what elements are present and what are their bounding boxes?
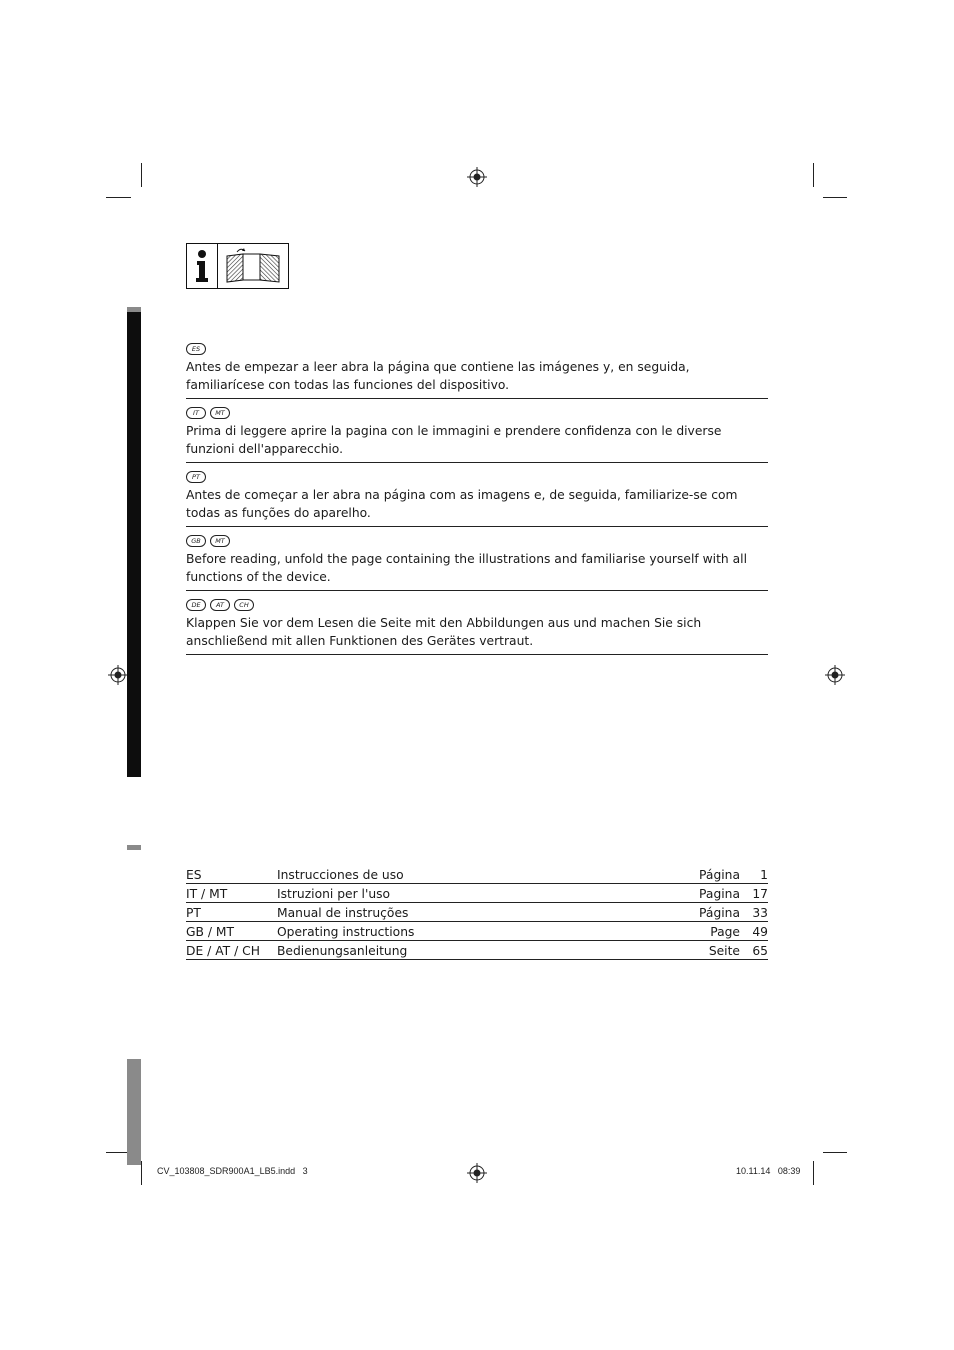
language-block-it-mt	[186, 407, 768, 463]
crop-mark	[823, 1152, 847, 1153]
toc-language-code: GB / MT	[186, 925, 235, 939]
toc-page-number: 49	[752, 925, 768, 939]
instruction-text: Klappen Sie vor dem Lesen die Seite mit den Abbildungen aus und machen Sie sich anschließend mit allen Funktionen des Gerätes vertraut.	[186, 616, 702, 648]
info-fold-out-icon-box	[186, 243, 289, 289]
language-badge: IT	[186, 407, 206, 419]
table-row	[186, 941, 768, 960]
language-block-pt	[186, 471, 768, 527]
table-row	[186, 903, 768, 922]
toc-page-number: 65	[752, 944, 768, 958]
toc-title: Instrucciones de uso	[277, 868, 404, 882]
info-icon	[187, 244, 218, 288]
registration-mark-icon	[467, 167, 487, 187]
footer-datetime: 10.11.14 08:39	[736, 1166, 801, 1176]
language-badges	[186, 535, 768, 548]
side-bar-gray	[127, 1059, 141, 1165]
instruction-text: Prima di leggere aprire la pagina con le immagini e prendere confidenza con le diverse funzioni dell'apparecchio.	[186, 424, 722, 456]
language-block-gb-mt	[186, 535, 768, 591]
toc-title: Istruzioni per l'uso	[277, 887, 391, 901]
registration-mark-icon	[467, 1163, 487, 1183]
toc-page-label: Page	[710, 925, 740, 939]
language-badge: AT	[210, 599, 230, 611]
language-badge: ES	[186, 343, 206, 355]
toc-title: Bedienungsanleitung	[277, 944, 408, 958]
table-row	[186, 865, 768, 884]
language-block-de-at-ch	[186, 599, 768, 655]
side-bar-black	[127, 312, 141, 777]
language-badges	[186, 471, 768, 484]
toc-language-code: IT / MT	[186, 887, 228, 901]
crop-mark	[813, 1161, 814, 1185]
toc-page-label: Pagina	[699, 887, 740, 901]
crop-mark	[141, 1161, 142, 1185]
crop-mark	[141, 163, 142, 187]
toc-language-code: ES	[186, 868, 202, 882]
side-bar-gray	[127, 845, 141, 850]
language-badge: PT	[186, 471, 206, 483]
instruction-text: Antes de empezar a leer abra la página que contiene las imágenes y, en seguida, familiarícese con todas las funciones del dispositivo.	[186, 360, 690, 392]
language-badge: CH	[234, 599, 254, 611]
toc-title: Manual de instruções	[277, 906, 409, 920]
crop-mark	[823, 197, 847, 198]
toc-language-code: PT	[186, 906, 201, 920]
crop-mark	[813, 163, 814, 187]
instruction-text: Antes de começar a ler abra na página com as imagens e, de seguida, familiarize-se com todas as funções do aparelho.	[186, 488, 738, 520]
toc-title: Operating instructions	[277, 925, 415, 939]
language-badge: MT	[210, 535, 230, 547]
table-of-contents	[186, 865, 768, 960]
toc-page-number: 17	[752, 887, 768, 901]
registration-mark-icon	[825, 665, 845, 685]
language-badges	[186, 599, 768, 612]
table-row	[186, 922, 768, 941]
language-badges	[186, 407, 768, 420]
language-badge: GB	[186, 535, 206, 547]
language-badges	[186, 343, 768, 356]
language-block-es	[186, 343, 768, 399]
language-badge: DE	[186, 599, 206, 611]
toc-page-label: Seite	[708, 944, 740, 958]
toc-page-number: 33	[752, 906, 768, 920]
toc-page-number: 1	[760, 868, 768, 882]
footer-file-name: CV_103808_SDR900A1_LB5.indd 3	[157, 1166, 308, 1176]
toc-page-label: Página	[699, 906, 740, 920]
instruction-text: Before reading, unfold the page containing the illustrations and familiarise yourself with all functions of the device.	[186, 552, 747, 584]
registration-mark-icon	[108, 665, 128, 685]
crop-mark	[106, 197, 131, 198]
toc-page-label: Página	[699, 868, 740, 882]
fold-out-page-icon	[218, 244, 288, 288]
language-badge: MT	[210, 407, 230, 419]
toc-language-code: DE / AT / CH	[186, 944, 260, 958]
table-row	[186, 884, 768, 903]
